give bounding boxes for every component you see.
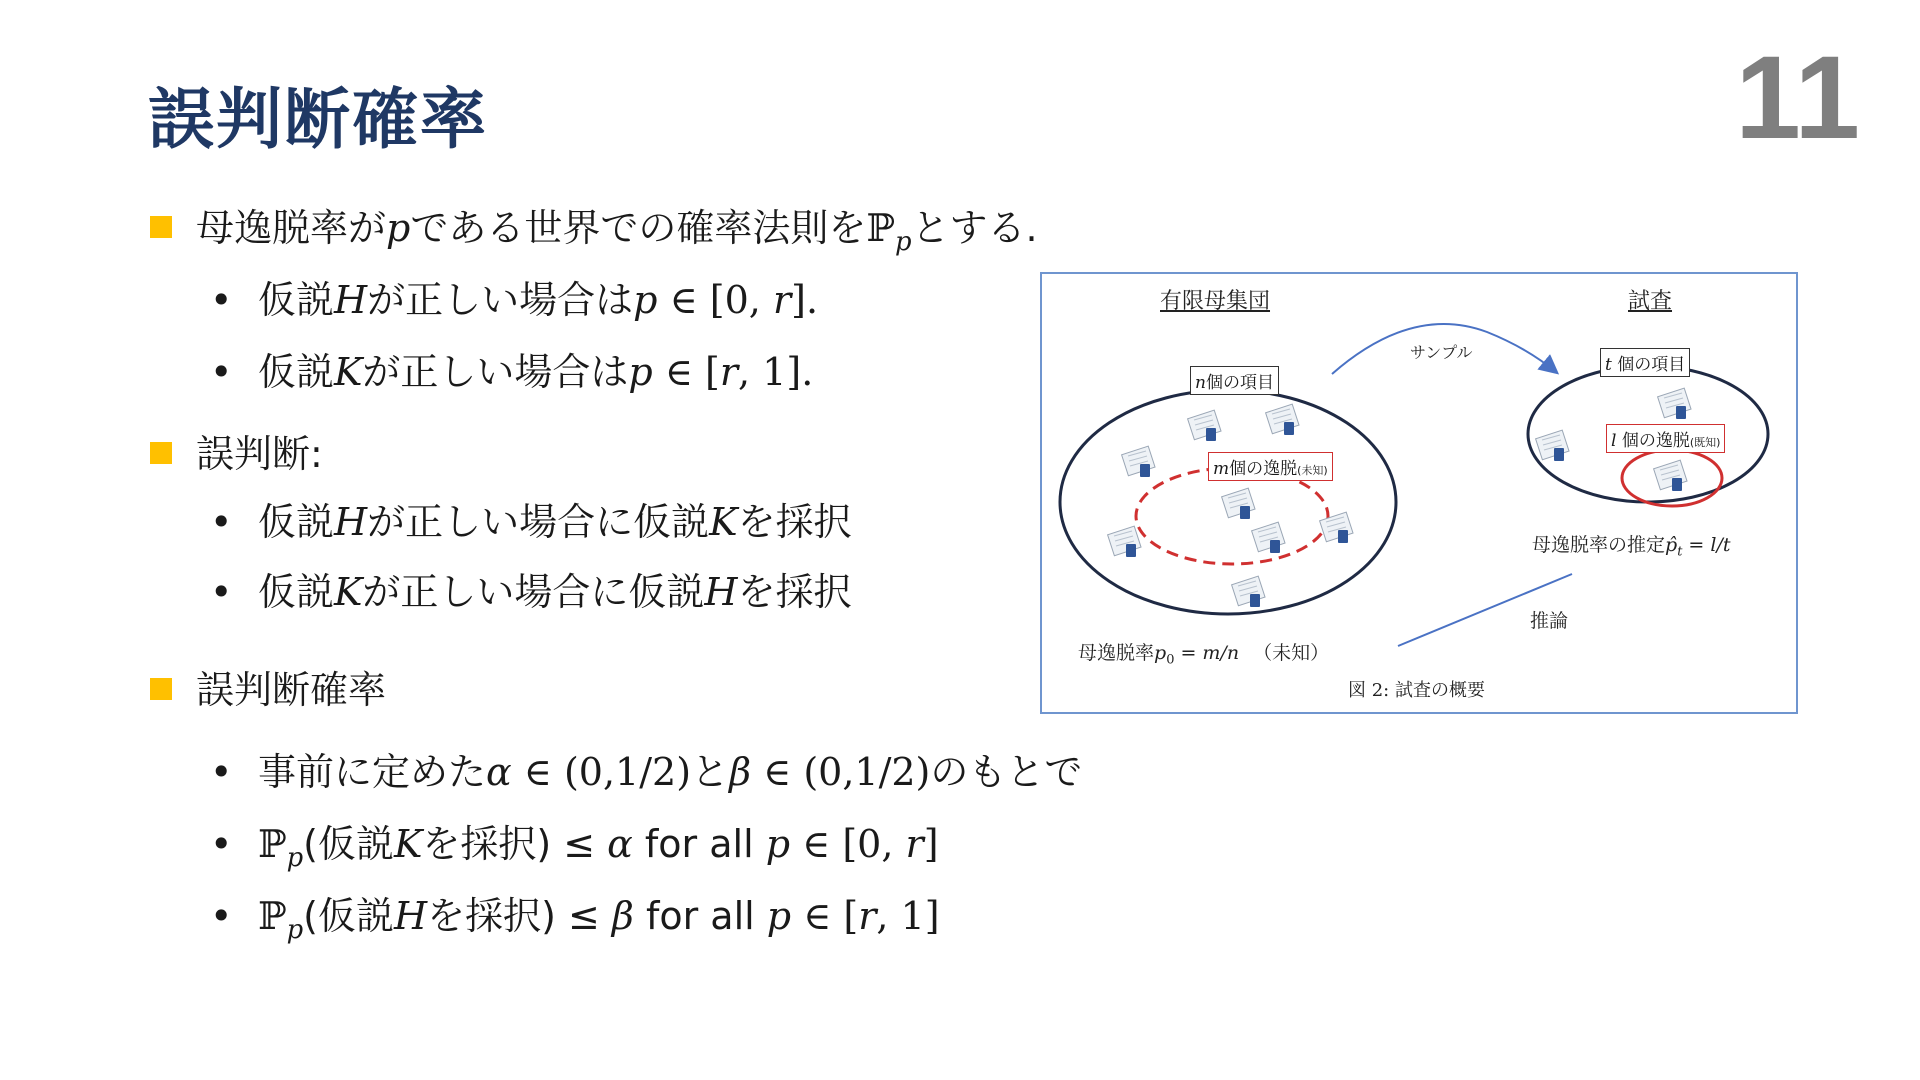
label-audit-sampling: 試査 xyxy=(1628,289,1673,314)
document-icon xyxy=(1654,460,1687,491)
bullet-square-icon xyxy=(150,442,172,464)
bullet-dot-icon: • xyxy=(210,500,233,544)
figure-caption: 図 2: 試査の概要 xyxy=(1348,680,1485,701)
bullet-dot-icon: • xyxy=(210,894,233,938)
document-icon xyxy=(1122,446,1155,477)
document-icon xyxy=(1658,388,1691,419)
bullet-dot-icon: • xyxy=(210,278,233,322)
bullet-dot-icon: • xyxy=(210,350,233,394)
bullet-dot-icon: • xyxy=(210,750,233,794)
document-icon xyxy=(1222,488,1255,519)
box-m-deviations: m個の逸脱(未知) xyxy=(1208,452,1333,481)
label-sample-arrow: サンプル xyxy=(1410,343,1473,362)
document-icon xyxy=(1108,526,1141,557)
document-icon xyxy=(1320,512,1353,543)
label-estimate: 母逸脱率の推定$p̂_t = l/t$ xyxy=(1532,534,1731,560)
page-number: 11 xyxy=(1735,32,1860,164)
document-icon xyxy=(1266,404,1299,435)
box-n-items: n個の項目 xyxy=(1190,366,1279,395)
slide-title: 誤判断確率 xyxy=(148,81,488,158)
bullet-dot-icon: • xyxy=(210,570,233,614)
label-inference: 推論 xyxy=(1530,610,1569,632)
bullet-dot-icon: • xyxy=(210,822,233,866)
label-population-rate: 母逸脱率$p_0 = m/n$ （未知） xyxy=(1078,642,1330,668)
document-icon xyxy=(1232,576,1265,607)
document-icon xyxy=(1188,410,1221,441)
bullet-square-icon xyxy=(150,678,172,700)
audit-sampling-figure xyxy=(1040,272,1798,714)
document-icon xyxy=(1536,430,1569,461)
document-icon xyxy=(1252,522,1285,553)
bullet-square-icon xyxy=(150,216,172,238)
box-t-items: t 個の項目 xyxy=(1600,348,1690,377)
label-finite-population: 有限母集団 xyxy=(1160,289,1271,314)
box-l-deviations: l 個の逸脱(既知) xyxy=(1606,424,1725,453)
